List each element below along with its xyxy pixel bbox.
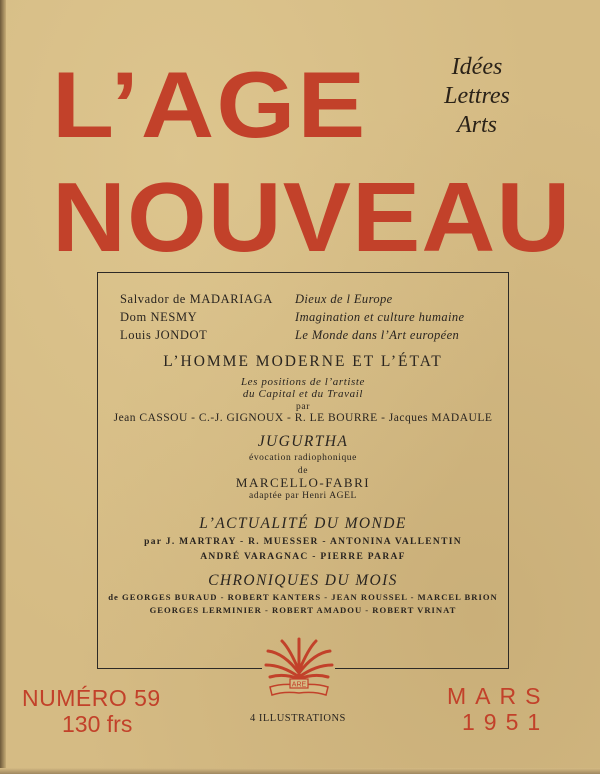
jugurtha-heading: JUGURTHA [257,433,349,450]
chroniques-line-2: GEORGES LERMINIER - ROBERT AMADOU - ROBERT VRINAT [149,605,457,615]
contributor-name: Salvador de MADARIAGA [120,292,273,306]
contributor-article: Le Monde dans l’Art européen [295,328,460,342]
feature-authors: Jean CASSOU - C.-J. GIGNOUX - R. LE BOURRE - Jacques MADAULE [113,412,493,424]
actualite-line-1: par J. MARTRAY - R. MUESSER - ANTONINA VALLENTIN [144,537,462,547]
box-border-bottom-right [335,668,509,669]
issue-number: NUMÉRO 59 [22,685,161,711]
tagline-letters: Lettres [444,83,510,109]
contributor-article: Dieux de l Europe [295,292,393,306]
actualite-line-2: ANDRÉ VARAGNAC - PIERRE PARAF [200,552,406,562]
palm-emblem-icon [262,633,336,703]
contributor-article: Imagination et culture humaine [295,310,465,324]
jugurtha-subtitle: évocation radiophonique [249,453,357,463]
contents-box [97,272,509,669]
box-border-bottom-left [97,668,262,669]
feature-par: par [296,402,310,412]
masthead-line-2: NOUVEAU [52,162,572,272]
tagline-ideas: Idées [451,54,503,80]
cover-edge-bottom [0,768,600,774]
contributor-name: Dom NESMY [120,310,198,324]
feature-heading: L’HOMME MODERNE ET L’ÉTAT [163,353,443,370]
issue-year: 1951 [462,709,550,735]
svg-text:ARE: ARE [291,681,307,689]
chroniques-heading: CHRONIQUES DU MOIS [208,572,398,589]
contributor-name: Louis JONDOT [120,328,208,342]
tagline [432,53,522,140]
chroniques-line-1: de GEORGES BURAUD - ROBERT KANTERS - JEAN ROUSSEL - MARCEL BRION [108,592,498,602]
feature-subtitle-1: Les positions de l’artiste [240,376,366,388]
actualite-heading: L’ACTUALITÉ DU MONDE [199,515,407,532]
price: 130 frs [62,711,133,737]
jugurtha-author: MARCELLO-FABRI [235,475,371,490]
jugurtha-de: de [297,466,309,476]
jugurtha-adapted: adaptée par Henri AGEL [249,491,357,501]
cover-edge-left [0,0,6,774]
masthead-line-1: L’AGE [52,52,368,157]
illustrations-count: 4 ILLUSTRATIONS [250,713,346,724]
feature-subtitle-2: du Capital et du Travail [242,388,364,400]
issue-month: MARS [447,683,550,709]
tagline-arts: Arts [456,112,497,138]
